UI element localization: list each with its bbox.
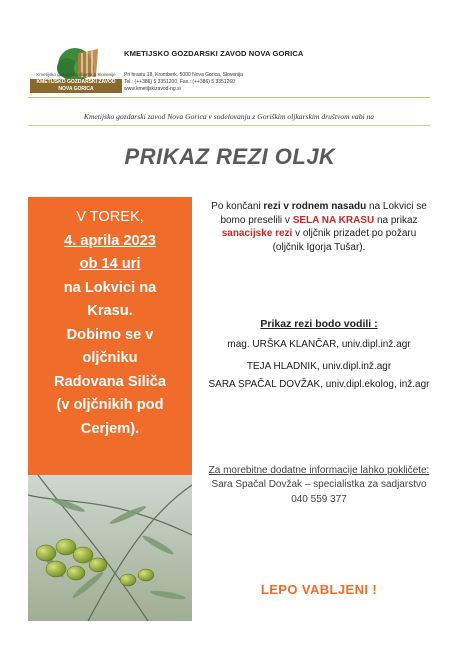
logo-band-line2: NOVA GORICA bbox=[58, 85, 94, 92]
invitation-line: Kmetijsko gozdarski zavod Nova Gorica v sodelovanju z Goriškim oljkarskim društvom vabi na bbox=[83, 112, 375, 121]
event-time: ob 14 uri bbox=[79, 256, 141, 272]
invitation-divider bbox=[28, 125, 430, 126]
contact-info bbox=[206, 464, 432, 507]
event-meet-2: oljčniku bbox=[82, 350, 138, 366]
welcome-message: LEPO VABLJENI ! bbox=[260, 582, 378, 597]
org-phone: Tel.: (++386) 5 3351200, Fax.: (++386) 5 3351260 bbox=[124, 79, 235, 85]
event-meet-1: Dobimo se v bbox=[66, 326, 154, 343]
logo-caption: Kmetijsko gozdarska zbornica Slovenije bbox=[36, 72, 116, 77]
logo-band bbox=[30, 79, 122, 93]
event-meet-5: Cerjem). bbox=[80, 420, 140, 437]
header-divider bbox=[28, 97, 430, 98]
event-details bbox=[28, 206, 192, 441]
event-place-2: Krasu. bbox=[87, 303, 133, 319]
contact-info-intro: Za morebitne dodatne informacije lahko pokličete: bbox=[208, 465, 430, 476]
intro-paragraph: Po končani rezi v rodnem nasadu na Lokvici se bomo preselili v SELA NA KRASU na prikaz sanacijske rezi v oljčnik prizadet po požaru (oljčnik Igorja Tušar). bbox=[211, 201, 427, 253]
contact-person: Sara Spačal Dovžak – specialistka za sadjarstvo bbox=[211, 479, 427, 491]
event-date: 4. aprila 2023 bbox=[64, 232, 156, 249]
contact-phone: 040 559 377 bbox=[291, 493, 347, 505]
org-website[interactable]: www.kmetijskizavod-ng.si bbox=[124, 86, 181, 92]
leader-3: SARA SPAČAL DOVŽAK, univ.dipl.ekolog, inž.agr bbox=[208, 379, 430, 390]
event-meet-3: Radovana Siliča bbox=[54, 373, 166, 390]
event-day: V TOREK, bbox=[76, 209, 144, 225]
leaders-heading: Prikaz rezi bodo vodili : bbox=[260, 318, 378, 330]
intro-location: SELA NA KRASU bbox=[292, 214, 375, 226]
org-address: Pri hrastu 18, Kromberk, 5000 Nova Gorica, Slovenija bbox=[124, 72, 243, 78]
intro-highlight-1: rezi v rodnem nasadu bbox=[263, 201, 367, 212]
leader-2: TEJA HLADNIK, univ.dipl.inž.agr bbox=[246, 361, 392, 372]
event-meet-4: (v oljčnikih pod bbox=[56, 397, 164, 413]
org-name: KMETIJSKO GOZDARSKI ZAVOD NOVA GORICA bbox=[124, 49, 304, 58]
logo-band-line1: KMETIJSKO GOZDARSKI ZAVOD bbox=[36, 79, 116, 85]
intro-highlight-2: sanacijske rezi bbox=[221, 228, 293, 239]
event-place-1: na Lokvici na bbox=[63, 279, 157, 296]
olive-branch-photo bbox=[28, 475, 192, 621]
page-title: PRIKAZ REZI OLJK bbox=[124, 144, 336, 169]
leader-1: mag. URŠKA KLANČAR, univ.dipl.inž.agr bbox=[227, 339, 411, 350]
